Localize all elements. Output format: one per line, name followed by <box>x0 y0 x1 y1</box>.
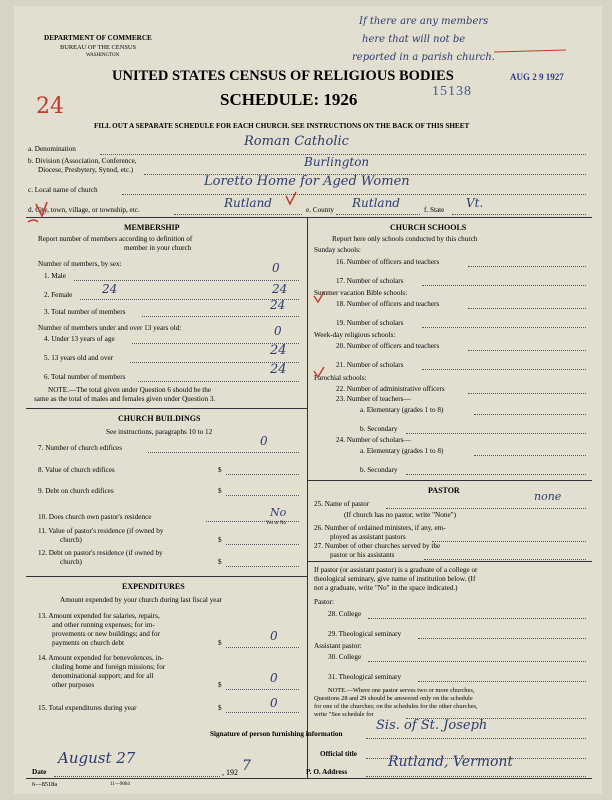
dept-name: DEPARTMENT OF COMMERCE <box>44 34 152 42</box>
membership-intro-1: Report number of members according to definition of <box>38 235 193 243</box>
q14-line-4: other purposes <box>52 681 95 689</box>
q18-label: 18. Number of officers and teachers <box>336 300 440 308</box>
q3-label: 3. Total number of members <box>44 308 126 316</box>
local-name-value: Loretto Home for Aged Women <box>204 174 410 189</box>
q17-label: 17. Number of scholars <box>336 277 404 285</box>
q12-label-2: church) <box>60 558 82 566</box>
q24a-label: a. Elementary (grades 1 to 8) <box>360 447 444 455</box>
q16-label: 16. Number of officers and teachers <box>336 258 440 266</box>
denomination-value: Roman Catholic <box>244 134 349 149</box>
signature-label: Signature of person furnishing information <box>210 730 343 738</box>
membership-note-2: same as the total of males and females given under Question 3. <box>34 395 216 403</box>
division-label-1: b. Division (Association, Conference, <box>28 157 137 165</box>
expenditures-intro: Amount expended by your church during last fiscal year <box>60 596 223 604</box>
red-check-female-icon <box>314 292 324 302</box>
form-title: UNITED STATES CENSUS OF RELIGIOUS BODIES <box>112 68 454 84</box>
red-count-mark: 24 <box>36 94 64 119</box>
q23b-label: b. Secondary <box>360 425 398 433</box>
q14-line-2: cluding home and foreign missions; for <box>52 663 166 671</box>
address-label: P. O. Address <box>306 768 348 776</box>
q25-label: 25. Name of pastor <box>314 500 370 508</box>
q19-label: 19. Number of scholars <box>336 319 404 327</box>
instruction-line: FILL OUT A SEPARATE SCHEDULE FOR EACH CHURCH. SEE INSTRUCTIONS ON THE BACK OF THIS SHEET <box>94 122 470 130</box>
q10-hint: Yes or No <box>266 521 287 526</box>
q24-label: 24. Number of scholars— <box>336 436 411 444</box>
q8-label: 8. Value of church edifices <box>38 466 115 474</box>
local-name-label: c. Local name of church <box>28 186 98 194</box>
city-label: d. City, town, village, or township, etc. <box>28 206 140 214</box>
state-label: f. State <box>424 206 445 214</box>
age-intro: Number of members under and over 13 years old: <box>38 324 182 332</box>
pastor-note-4: write "See schedule for <box>314 711 374 718</box>
city-name: WASHINGTON <box>86 53 120 58</box>
q31-label: 31. Theological seminary <box>328 673 402 681</box>
official-title-label: Official title <box>320 750 357 758</box>
q10-label: 10. Does church own pastor's residence <box>38 513 152 521</box>
denomination-label: a. Denomination <box>28 145 76 153</box>
q14-dollar: $ <box>218 681 222 689</box>
q8-dollar: $ <box>218 466 222 474</box>
q26-label-1: 26. Number of ordained ministers, if any, em- <box>314 524 446 532</box>
q15-value: 0 <box>270 696 278 710</box>
schools-intro: Report here only schools conducted by this church <box>332 235 478 243</box>
q10-value: No <box>270 506 287 519</box>
q12-dollar: $ <box>218 558 222 566</box>
q5-value: 24 <box>270 343 287 358</box>
q13-line-1: 13. Amount expended for salaries, repairs, <box>38 612 160 620</box>
division-value: Burlington <box>304 155 370 169</box>
expenditures-heading: EXPENDITURES <box>122 582 185 591</box>
form-number: 6—8518a <box>32 781 58 788</box>
q2-inline-value: 24 <box>102 282 118 296</box>
q21-label: 21. Number of scholars <box>336 361 404 369</box>
pastor-note-1: NOTE.—Where one pastor serves two or more churches, <box>328 687 475 694</box>
year-digit: 7 <box>242 758 251 774</box>
q13-line-3: provements or new buildings; and for <box>52 630 160 638</box>
assistant-sub-label: Assistant pastor: <box>314 642 362 650</box>
schedule-title: SCHEDULE: 1926 <box>220 90 358 109</box>
weekday-label: Week-day religious schools: <box>314 331 396 339</box>
q2-label: 2. Female <box>44 291 73 299</box>
census-form <box>14 6 602 794</box>
q4-label: 4. Under 13 years of age <box>44 335 115 343</box>
q23-label: 23. Number of teachers— <box>336 395 411 403</box>
address-value: Rutland, Vermont <box>388 754 514 770</box>
q3-value: 24 <box>270 298 286 312</box>
q14-value: 0 <box>270 671 278 685</box>
q26-label-2: ployed as assistant pastors <box>330 533 406 541</box>
membership-intro-2: member in your church <box>124 244 192 252</box>
buildings-heading: CHURCH BUILDINGS <box>118 414 201 423</box>
q25-hint: (If church has no pastor, write "None") <box>344 511 456 519</box>
year-prefix: , 192 <box>222 768 238 777</box>
sunday-label: Sunday schools: <box>314 246 361 254</box>
pastor-heading: PASTOR <box>428 486 460 495</box>
note-line-2: here that will not be <box>362 34 466 45</box>
red-check-total-icon <box>314 367 324 377</box>
received-stamp: AUG 2 9 1927 <box>510 72 564 82</box>
grad-text-2: theological seminary, give name of institution below. (If <box>314 575 476 583</box>
q14-line-1: 14. Amount expended for benevolences, in- <box>38 654 164 662</box>
grad-text-1: If pastor (or assistant pastor) is a graduate of a college or <box>314 566 478 574</box>
q27-label-2: pastor or his assistants <box>330 551 395 559</box>
q11-label-1: 11. Value of pastor's residence (if owned by <box>38 527 164 535</box>
note-line-3: reported in a parish church. <box>352 52 495 63</box>
pastor-note-2: Questions 28 and 29 should be answered only on the schedule <box>314 695 473 702</box>
q11-label-2: church) <box>60 536 82 544</box>
q30-label: 30. College <box>328 653 362 661</box>
q1-value: 0 <box>272 261 280 275</box>
date-label: Date <box>32 768 47 776</box>
q15-label: 15. Total expenditures during year <box>38 704 137 712</box>
q13-line-2: and other running expenses; for im- <box>52 621 155 629</box>
county-label: e. County <box>306 206 334 214</box>
state-value: Vt. <box>466 196 484 210</box>
q23a-label: a. Elementary (grades 1 to 8) <box>360 406 444 414</box>
grad-text-3: not a graduate, write "No" in the space indicated.) <box>314 584 458 592</box>
membership-note-1: NOTE.—The total given under Question 6 should be the <box>48 386 212 394</box>
q7-value: 0 <box>260 434 268 448</box>
q4-value: 0 <box>274 324 282 338</box>
schools-heading: CHURCH SCHOOLS <box>390 223 467 232</box>
q12-label-1: 12. Debt on pastor's residence (if owned by <box>38 549 163 557</box>
bureau-name: BUREAU OF THE CENSUS <box>60 44 137 51</box>
membership-heading: MEMBERSHIP <box>124 223 180 232</box>
q13-value: 0 <box>270 629 278 643</box>
q6-label: 6. Total number of members <box>44 373 126 381</box>
pastor-note-3: for one of the churches; on the schedules for the other churches, <box>314 703 478 710</box>
pastor-sub-label: Pastor: <box>314 598 334 606</box>
by-sex-label: Number of members, by sex: <box>38 260 122 268</box>
q29-label: 29. Theological seminary <box>328 630 402 638</box>
q6-value: 24 <box>270 362 287 377</box>
q9-label: 9. Debt on church edifices <box>38 487 114 495</box>
city-value: Rutland <box>224 196 272 210</box>
division-label-2: Diocese, Presbytery, Synod, etc.) <box>38 166 134 174</box>
red-underline-icon <box>494 50 566 52</box>
q7-label: 7. Number of church edifices <box>38 444 123 452</box>
red-tick-icon <box>28 220 38 222</box>
county-value: Rutland <box>352 196 400 210</box>
summer-label: Summer vacation Bible schools: <box>314 289 408 297</box>
red-check-mark-icon <box>36 202 47 216</box>
q14-line-3: denominational support; and for all <box>52 672 154 680</box>
q1-label: 1. Male <box>44 272 66 280</box>
q28-label: 28. College <box>328 610 362 618</box>
q15-dollar: $ <box>218 704 222 712</box>
q9-dollar: $ <box>218 487 222 495</box>
q11-dollar: $ <box>218 536 222 544</box>
q25-value: none <box>534 490 562 503</box>
q24b-label: b. Secondary <box>360 466 398 474</box>
q2-value: 24 <box>272 282 288 296</box>
parochial-label: Parochial schools: <box>314 374 367 382</box>
schedule-number: 15138 <box>432 84 472 99</box>
signature-value: Sis. of St. Joseph <box>376 718 488 733</box>
q27-label-1: 27. Number of other churches served by the <box>314 542 441 550</box>
q13-line-4: payments on church debt <box>52 639 125 647</box>
note-line-1: If there are any members <box>359 16 489 27</box>
q5-label: 5. 13 years old and over <box>44 354 114 362</box>
red-check-city-icon <box>286 192 296 204</box>
annotation-marks <box>14 6 602 794</box>
q22-label: 22. Number of administrative officers <box>336 385 445 393</box>
q13-dollar: $ <box>218 639 222 647</box>
print-number: 11—9064 <box>110 782 130 787</box>
q20-label: 20. Number of officers and teachers <box>336 342 440 350</box>
buildings-sub: See instructions, paragraphs 10 to 12 <box>106 428 213 436</box>
date-value: August 27 <box>58 749 136 767</box>
